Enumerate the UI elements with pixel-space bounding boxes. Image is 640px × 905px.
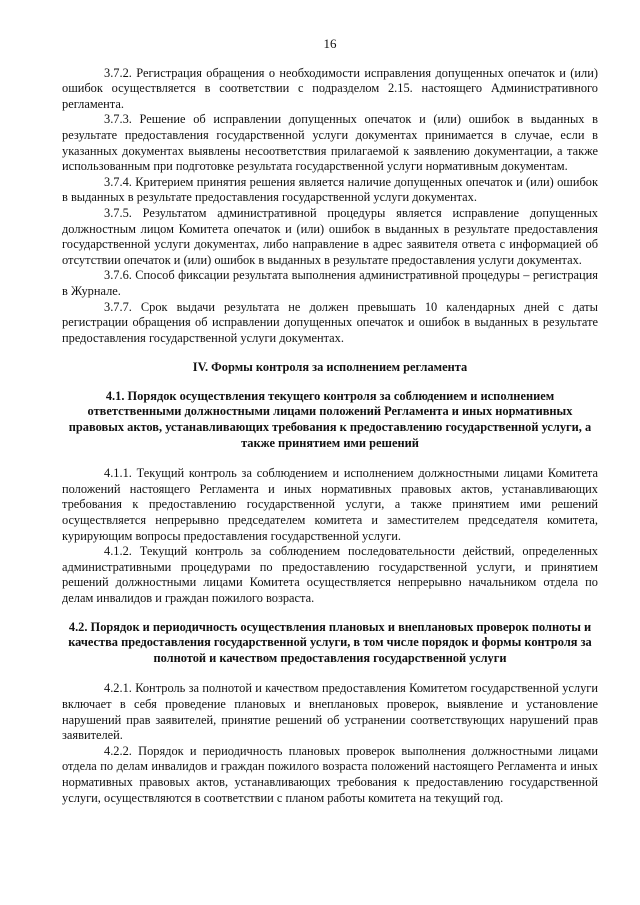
paragraph-4-1-1: 4.1.1. Текущий контроль за соблюдением и исполнением должностными лицами Комитета положений настоящего Регламента и иных нормативных правовых актов, устанавливающих требования к предоставлению государственной услуги, а также принятием ими решений осуществляется непрерывно председателем комитета и заместителем председателя комитета, курирующим вопросы предоставления государственной услуги. (62, 466, 598, 543)
paragraph-3-7-6: 3.7.6. Способ фиксации результата выполнения административной процедуры – регистрация в Журнале. (62, 268, 598, 298)
paragraph-4-2-2: 4.2.2. Порядок и периодичность плановых проверок выполнения должностными лицами отдела по делам инвалидов и граждан пожилого возраста положений настоящего Регламента и иных нормативных правовых актов, устанавливающих требования к предоставлению государственной услуги, осуществляются в соответствии с планом работы комитета на текущий год. (62, 743, 598, 805)
paragraph-3-7-2: 3.7.2. Регистрация обращения о необходимости исправления допущенных опечаток и (или) ошибок осуществляется в соответствии с подразделом 2.15. настоящего Административного регламента. (62, 65, 598, 111)
paragraph-4-2-1: 4.2.1. Контроль за полнотой и качеством предоставления Комитетом государственной услуги включает в себя проведение плановых и внеплановых проверок, выявление и установление нарушений прав заявителей, принятие решений об устранении соответствующих нарушений прав заявителей. (62, 681, 598, 743)
subsection-heading-4-2: 4.2. Порядок и периодичность осуществления плановых и внеплановых проверок полноты и качества предоставления государственной услуги, в том числе порядок и формы контроля за полнотой и качеством предоставления государственной услуги (68, 619, 592, 665)
paragraph-3-7-3: 3.7.3. Решение об исправлении допущенных опечаток и (или) ошибок в выданных в результате предоставления государственной услуги документах принимается в случае, если в указанных документах выявлены несоответствия прилагаемой к заявлению документации, а также использованным при подготовке результата государственной услуги нормативным документам. (62, 112, 598, 174)
paragraph-3-7-7: 3.7.7. Срок выдачи результата не должен превышать 10 календарных дней с даты регистрации обращения об исправлении допущенных опечаток и ошибок в выданных в результате предоставления государственной услуги документах. (62, 299, 598, 345)
subsection-heading-4-1: 4.1. Порядок осуществления текущего контроля за соблюдением и исполнением ответственными должностными лицами положений Регламента и иных нормативных правовых актов, устанавливающих требования к предоставлению государственной услуги, а также принятием ими решений (68, 388, 592, 450)
page-number: 16 (323, 36, 337, 51)
document-page (62, 36, 598, 806)
paragraph-3-7-4: 3.7.4. Критерием принятия решения является наличие допущенных опечаток и (или) ошибок в выданных в результате предоставления государственной услуги документах. (62, 174, 598, 205)
section-heading-iv: IV. Формы контроля за исполнением регламента (192, 360, 468, 375)
paragraph-4-1-2: 4.1.2. Текущий контроль за соблюдением последовательности действий, определенных административными процедурами по предоставлению государственной услуги, и принятием решений должностными лицами Комитета осуществляется непрерывно начальником отдела по делам инвалидов и граждан пожилого возраста. (62, 544, 598, 605)
paragraph-3-7-5: 3.7.5. Результатом административной процедуры является исправление допущенных должностным лицом Комитета опечаток и (или) ошибок в выданных в результате предоставления государственной услуги документах, либо направление в адрес заявителя ответа с информацией об отсутствии опечаток и (или) ошибок в выданных в результате предоставления услуги документах. (62, 205, 598, 267)
